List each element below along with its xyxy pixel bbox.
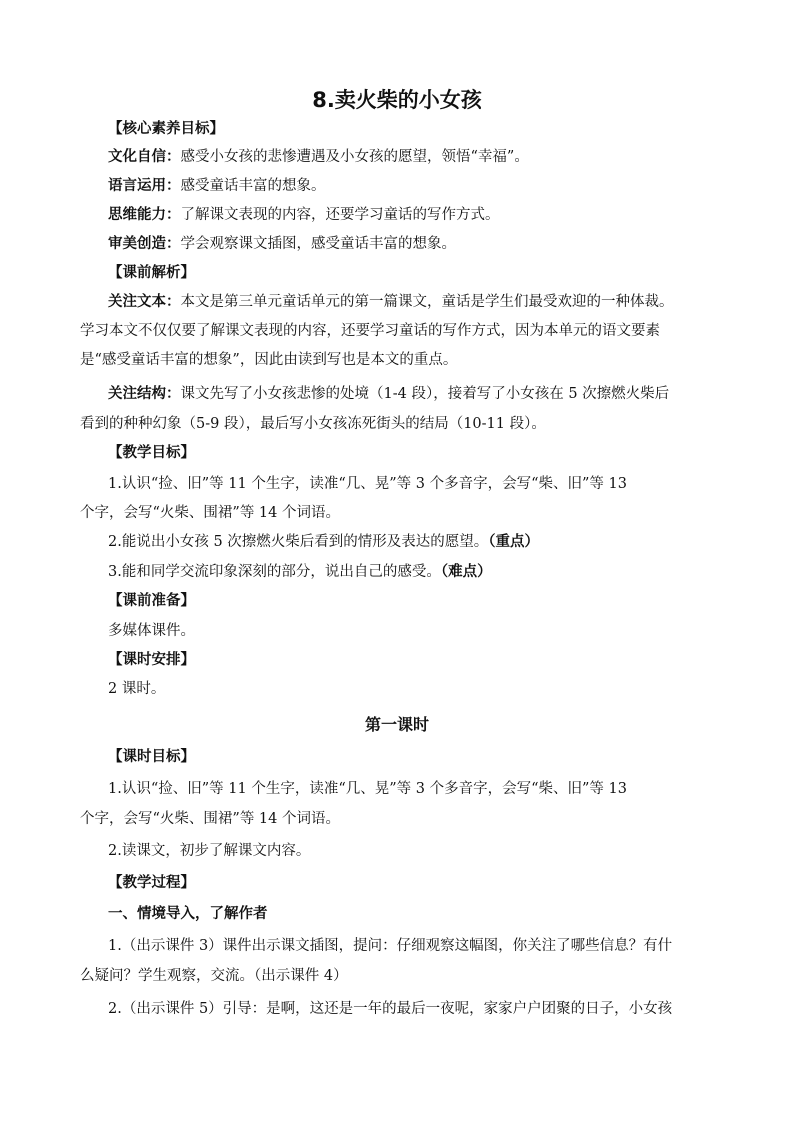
analysis-text-line: 是“感受童话丰富的想象”，因此由读到写也是本文的重点。 (80, 352, 458, 368)
step-2-text-line: 2.（出示课件 5）引导：是啊，这还是一年的最后一夜呢，家家户户团聚的日子，小女孩 (108, 1001, 673, 1017)
section-heading-lesson-goals: 【课时目标】 (108, 749, 195, 765)
section-heading-pre-analysis: 【课前解析】 (108, 265, 195, 281)
teaching-goal-1-line: 个字，会写“火柴、围裙”等 14 个词语。 (80, 505, 340, 521)
teaching-goal-1-line: 1.认识“捡、旧”等 11 个生字，读准“几、晃”等 3 个多音字，会写“柴、旧”等 13 (108, 476, 627, 492)
lesson-goal-1-line: 个字，会写“火柴、围裙”等 14 个词语。 (80, 811, 340, 827)
structure-text: 课文先写了小女孩悲惨的处境（1-4 段），接着写了小女孩在 5 次擦燃火柴后 (180, 386, 670, 402)
schedule-text: 2 课时。 (108, 681, 166, 697)
step-1-text-line: 1.（出示课件 3）课件出示课文插图，提问：仔细观察这幅图，你关注了哪些信息？有什 (108, 938, 673, 954)
analysis-label: 关注文本： (108, 294, 181, 310)
analysis-text-line (108, 291, 758, 313)
goal-text: 了解课文表现的内容，还要学习童话的写作方式。 (180, 207, 500, 223)
goal-text: 感受童话丰富的想象。 (180, 178, 326, 194)
section-heading-preparation: 【课前准备】 (108, 593, 195, 609)
teaching-goal-text: 2.能说出小女孩 5 次擦燃火柴后看到的情形及表达的愿望。 (108, 534, 489, 550)
section-heading-schedule: 【课时安排】 (108, 652, 195, 668)
goal-label: 审美创造： (108, 236, 181, 252)
teaching-goal-2 (108, 531, 758, 553)
section-heading-core-goals: 【核心素养目标】 (108, 121, 224, 137)
preparation-text: 多媒体课件。 (108, 623, 195, 639)
teaching-goal-3 (108, 561, 758, 583)
goal-culture (108, 146, 758, 168)
key-point-marker: （重点） (488, 534, 540, 550)
goal-aesthetic (108, 233, 758, 255)
structure-text-line (108, 383, 758, 405)
lesson-goal-2: 2.读课文，初步了解课文内容。 (108, 843, 311, 859)
structure-text-line: 看到的种种幻象（5-9 段），最后写小女孩冻死街头的结局（10-11 段）。 (80, 416, 546, 432)
step-heading-1: 一、情境导入，了解作者 (108, 906, 268, 922)
difficulty-marker: （难点） (440, 564, 492, 580)
section-heading-teaching-goals: 【教学目标】 (108, 445, 195, 461)
structure-label: 关注结构： (108, 386, 181, 402)
goal-label: 语言运用： (108, 178, 181, 194)
analysis-text-line: 学习本文不仅仅要了解课文表现的内容，还要学习童话的写作方式，因为本单元的语文要素 (80, 323, 660, 339)
goal-label: 思维能力： (108, 207, 181, 223)
document-title: 8.卖火柴的小女孩 (312, 88, 482, 112)
lesson-goal-1-line: 1.认识“捡、旧”等 11 个生字，读准“几、晃”等 3 个多音字，会写“柴、旧”等 13 (108, 781, 627, 797)
goal-text: 感受小女孩的悲惨遭遇及小女孩的愿望，领悟“幸福”。 (180, 149, 529, 165)
goal-thinking (108, 204, 758, 226)
analysis-text: 本文是第三单元童话单元的第一篇课文，童话是学生们最受欢迎的一种体裁。 (180, 294, 674, 310)
step-1-text-line: 么疑问？学生观察，交流。（出示课件 4） (80, 968, 348, 984)
goal-language (108, 175, 758, 197)
teaching-goal-text: 3.能和同学交流印象深刻的部分，说出自己的感受。 (108, 564, 441, 580)
lesson-heading: 第一课时 (364, 715, 429, 734)
section-heading-process: 【教学过程】 (108, 875, 195, 891)
goal-text: 学会观察课文插图，感受童话丰富的想象。 (180, 236, 456, 252)
goal-label: 文化自信： (108, 149, 181, 165)
